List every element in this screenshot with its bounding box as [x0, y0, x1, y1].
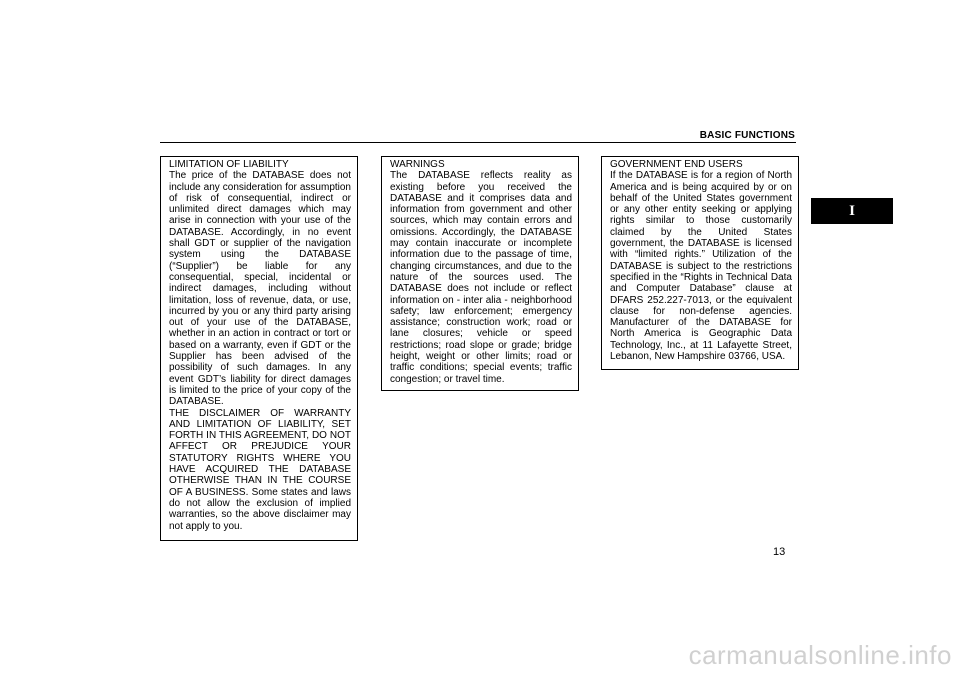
liability-paragraph: The price of the DATABASE does not include any consideration for assumption of risk of consequential, indirect or unlimited direct damages which may arise in connection with your use of the DATABASE. Accordingly, in no event shall GDT or supplier of the navigation system using the DATABASE (“Supplier”) be liable for any consequential, special, incidental or indirect damages, including without limitation, loss of revenue, data, or use, incurred by you or any third party arising out of your use of the DATABASE, whether in an action in contract or tort or based on a warranty, even if GDT or the Supplier has been advised of the possibility of such damages. In any event GDT’s liability for direct damages is limited to the price of your copy of the DATABASE. [169, 170, 351, 408]
warnings-box [381, 156, 579, 391]
government-body [610, 170, 792, 362]
liability-title: LIMITATION OF LIABILITY [169, 159, 289, 170]
warnings-body [390, 170, 572, 385]
section-title: BASIC FUNCTIONS [699, 130, 795, 141]
liability-paragraph: THE DISCLAIMER OF WARRANTY AND LIMITATION OF LIABILITY, SET FORTH IN THIS AGREEMENT, DO NOT AFFECT OR PREJUDICE YOUR STATUTORY RIGHTS WHERE YOU HAVE ACQUIRED THE DATABASE OTHERWISE THAN IN THE COURSE OF A BUSINESS. Some states and laws do not allow the exclusion of implied warranties, so the above disclaimer may not apply to you. [169, 407, 351, 532]
government-paragraph: If the DATABASE is for a region of North America and is being acquired by or on behalf of the United States government or any other entity seeking or applying rights similar to those customarily claimed by the United States government, the DATABASE is licensed with “limited rights.” Utilization of the DATABASE is subject to the restrictions specified in the “Rights in Technical Data and Computer Database” clause at DFARS 252.227-7013, or the equivalent clause for non-defense agencies. Manufacturer of the DATABASE for North America is Geographic Data Technology, Inc., at 11 Lafayette Street, Lebanon, New Hampshire 03766, USA. [610, 170, 792, 363]
limitation-of-liability-box [160, 156, 358, 541]
government-title: GOVERNMENT END USERS [610, 159, 743, 170]
chapter-tab-marker: I [811, 198, 893, 224]
watermark: carmanualsonline.info [688, 640, 952, 670]
warnings-title: WARNINGS [390, 159, 445, 170]
government-end-users-box [601, 156, 799, 370]
header-divider [160, 142, 796, 143]
liability-body [169, 170, 351, 532]
warnings-paragraph: The DATABASE reflects reality as existing before you received the DATABASE and it comprises data and information from government and other sources, which may contain errors and omissions. Accordingly, the DATABASE may contain inaccurate or incomplete information due to the passage of time, changing circumstances, and due to the nature of the sources used. The DATABASE does not include or reflect information on - inter alia - neighborhood safety; law enforcement; emergency assistance; construction work; road or lane closures; vehicle or speed restrictions; road slope or grade; bridge height, weight or other limits; road or traffic conditions; special events; traffic congestion; or travel time. [390, 170, 572, 385]
page-number: 13 [773, 546, 786, 558]
